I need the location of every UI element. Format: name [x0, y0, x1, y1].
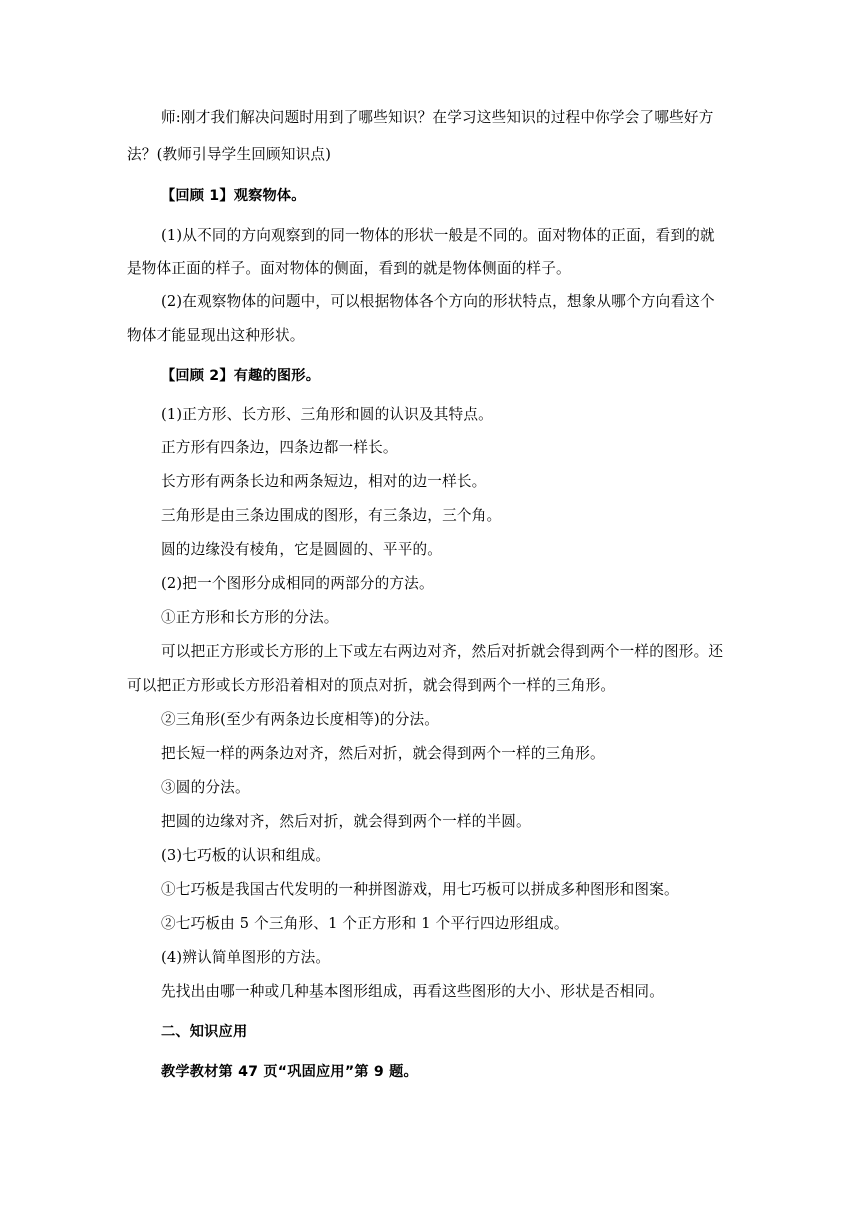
review-2-line: (1)正方形、长方形、三角形和圆的认识及其特点。 [161, 406, 493, 423]
review-2-line: 把长短一样的两条边对齐，然后对折，就会得到两个一样的三角形。 [161, 745, 605, 762]
review-2-line: 长方形有两条长边和两条短边，相对的边一样长。 [161, 473, 487, 490]
review-2-line: ②三角形(至少有两条边长度相等)的分法。 [161, 711, 440, 728]
review-2-line: 可以把正方形或长方形沿着相对的顶点对折，就会得到两个一样的三角形。 [127, 677, 616, 694]
review-2-line: (3)七巧板的认识和组成。 [161, 847, 331, 864]
review-2-line: ①正方形和长方形的分法。 [161, 609, 339, 626]
section-2-task: 教学教材第 47 页“巩固应用”第 9 题。 [161, 1064, 418, 1080]
review-2-line: 三角形是由三条边围成的图形，有三条边，三个角。 [161, 507, 502, 524]
review-2-line: (4)辨认简单图形的方法。 [161, 949, 331, 966]
review-1-heading: 【回顾 1】观察物体。 [161, 188, 306, 204]
review-2-line: 圆的边缘没有棱角，它是圆圆的、平平的。 [161, 541, 443, 558]
review-2-line: ②七巧板由 5 个三角形、1 个正方形和 1 个平行四边形组成。 [161, 915, 569, 932]
review-1-paragraph-2-line-1: (2)在观察物体的问题中，可以根据物体各个方向的形状特点，想象从哪个方向看这个 [161, 293, 715, 310]
review-2-line: ③圆的分法。 [161, 779, 250, 796]
review-1-paragraph-1-line-1: (1)从不同的方向观察到的同一物体的形状一般是不同的。面对物体的正面，看到的就 [161, 227, 715, 244]
review-2-line: 把圆的边缘对齐，然后对折，就会得到两个一样的半圆。 [161, 813, 531, 830]
review-1-paragraph-1-line-2: 是物体正面的样子。面对物体的侧面，看到的就是物体侧面的样子。 [127, 260, 571, 277]
review-2-line: 可以把正方形或长方形的上下或左右两边对齐，然后对折就会得到两个一样的图形。还 [161, 643, 724, 660]
review-2-line: (2)把一个图形分成相同的两部分的方法。 [161, 575, 434, 592]
review-2-heading: 【回顾 2】有趣的图形。 [161, 368, 321, 384]
review-2-line: 正方形有四条边，四条边都一样长。 [161, 439, 398, 456]
review-2-line: 先找出由哪一种或几种基本图形组成，再看这些图形的大小、形状是否相同。 [161, 983, 664, 1000]
intro-line-2: 法？(教师引导学生回顾知识点) [127, 146, 332, 163]
review-2-line: ①七巧板是我国古代发明的一种拼图游戏，用七巧板可以拼成多种图形和图案。 [161, 881, 679, 898]
intro-line-1: 师:刚才我们解决问题时用到了哪些知识？在学习这些知识的过程中你学会了哪些好方 [161, 109, 714, 126]
review-1-paragraph-2-line-2: 物体才能显现出这种形状。 [127, 327, 305, 344]
section-2-heading: 二、知识应用 [161, 1024, 248, 1040]
